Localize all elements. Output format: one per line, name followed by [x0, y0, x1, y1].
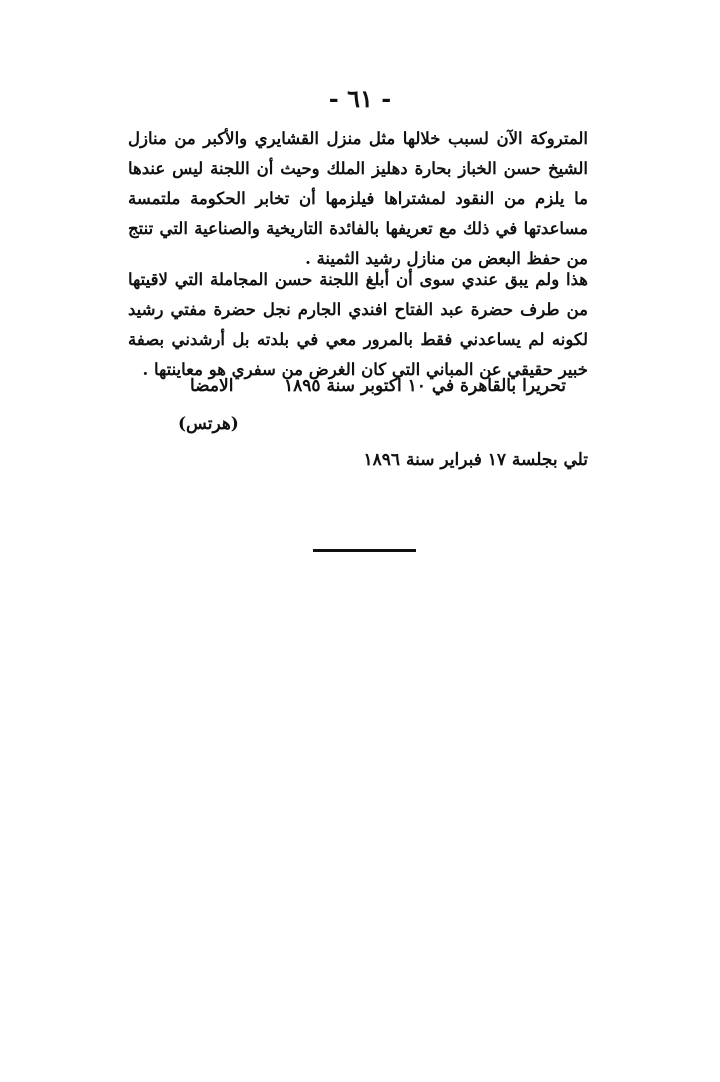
- signature-label: الامضا: [190, 376, 234, 396]
- signatory-name: (هرتس): [178, 414, 239, 434]
- session-note: تلي بجلسة ١٧ فبراير سنة ١٨٩٦: [363, 450, 588, 470]
- page-number: - ٦١ -: [328, 84, 392, 113]
- end-rule-divider: [313, 549, 416, 552]
- signature-date-place: تحريرا بالقاهرة في ١٠ اكتوبر سنة ١٨٩٥: [284, 376, 566, 396]
- paragraph-2: هذا ولم يبق عندي سوى أن أبلغ اللجنة حسن المجاملة التي لاقيتها من طرف حضرة عبد الفتاح افندي الجارم نجل حضرة مفتي رشيد لكونه لم يساعدني فقط بالمرور معي في بلدته بل أرشدني بصفة خبير حقيقي عن المباني التي كان الغرض من سفري هو معاينتها .: [128, 270, 588, 379]
- signature-row: [128, 376, 588, 410]
- paragraph-1: المتروكة الآن لسبب خلالها مثل منزل القشايري والأكبر من منازل الشيخ حسن الخباز بحارة دهليز الملك وحيث أن اللجنة ليس عندها ما يلزم من النقود لمشتراها فيلزمها أن تخابر الحكومة ملتمسة مساعدتها في ذلك مع تعريفها بالفائدة التاريخية والصناعية التي تنتج من حفظ البعض من منازل رشيد الثمينة .: [128, 129, 588, 268]
